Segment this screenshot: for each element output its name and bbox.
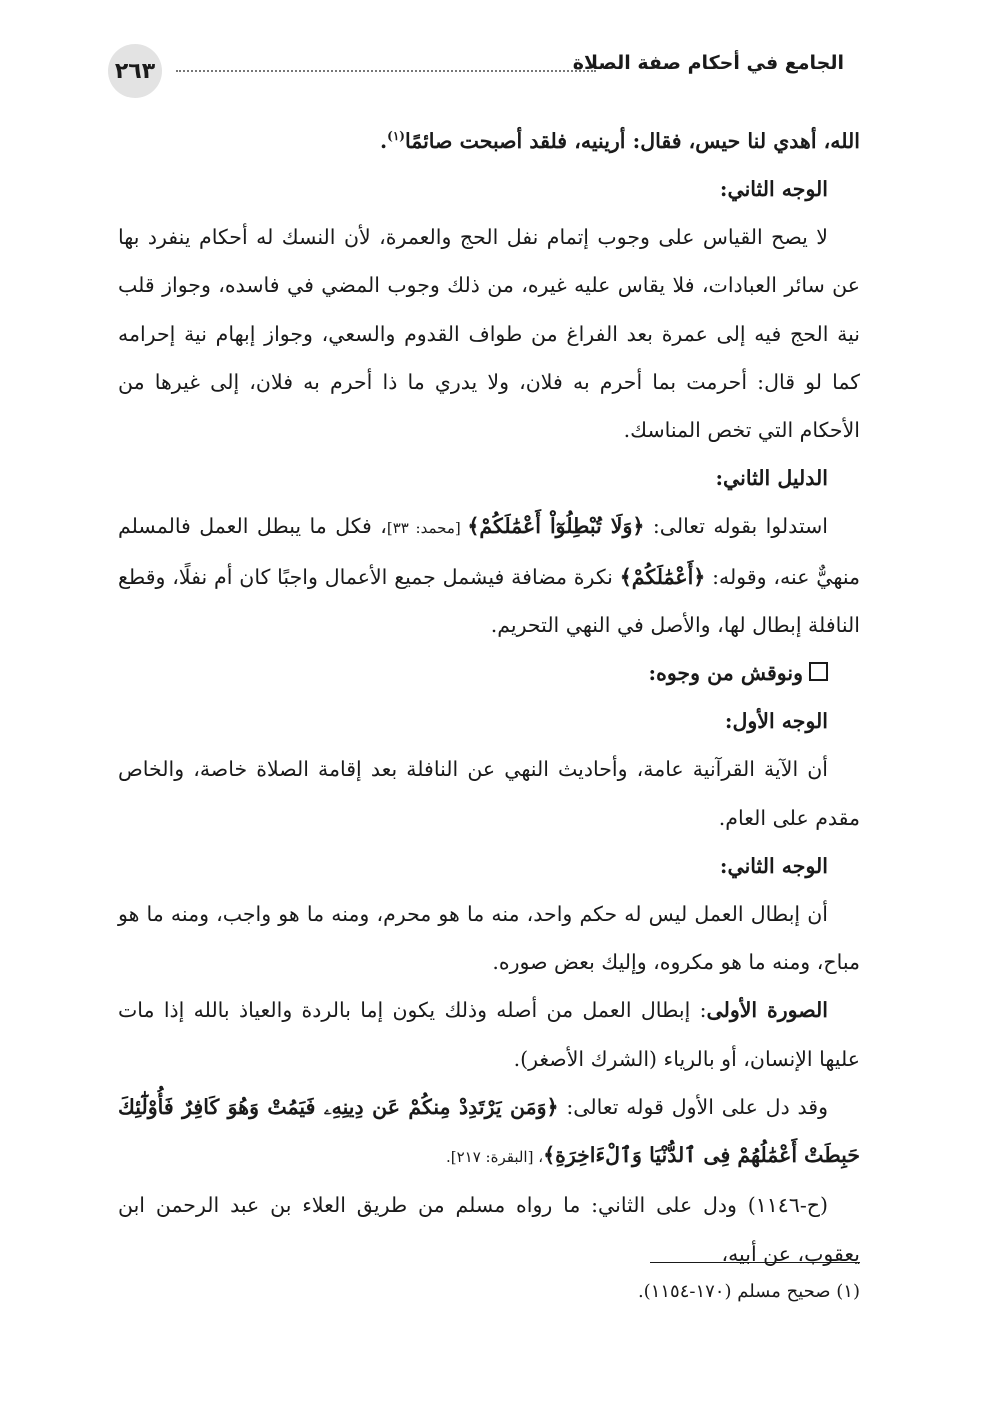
page-number-badge: ٢٦٣	[108, 44, 162, 98]
footnote-reference: (١)	[387, 129, 405, 143]
paragraph-text: استدلوا بقوله تعالى:	[644, 514, 828, 539]
paragraph: لا يصح القياس على وجوب إتمام نفل الحج والعمرة، لأن النسك له أحكام ينفرد بها عن سائر العبادات، فلا يقاس عليه غيره، من ذلك وجوب المضي في فاسده، وجواز قلب نية الحج فيه إلى عمرة بعد الفراغ من طواف القدوم والسعي، وجواز إبهام نية إحرامه كما لو قال: أحرمت بما أحرم به فلان، ولا يدري ما ذا أحرم به فلان، إلى غيرها من الأحكام التي تخص المناسك.	[118, 225, 860, 443]
opening-line-end: .	[380, 128, 388, 153]
paragraph: أن إبطال العمل ليس له حكم واحد، منه ما هو محرم، ومنه ما هو واجب، ومنه ما هو مباح، ومنه ما هو مكروه، وإليك بعض صوره.	[118, 902, 860, 975]
paragraph	[118, 986, 860, 1082]
section-heading: الوجه الثاني:	[719, 853, 828, 878]
paragraph-text: وقد دل على الأول قوله تعالى:	[558, 1094, 828, 1119]
verse-reference: [محمد: ٣٣]	[386, 519, 468, 538]
opening-line	[118, 112, 860, 165]
quran-verse: ﴿وَلَا تُبْطِلُوٓاْ أَعْمَٰلَكُمْ﴾	[467, 514, 645, 539]
verse-reference: ، [البقرة: ٢١٧].	[445, 1148, 544, 1167]
quran-verse: ﴿وَمَن يَرْتَدِدْ مِنكُمْ عَن دِينِهِۦ فَيَمُتْ وَهُوَ كَافِرٌ فَأُوْلَٰٓئِكَ حَبِطَتْ أَعْمَٰلُهُمْ فِى ٱلدُّنْيَا وَٱلْءَاخِرَةِ﴾	[118, 1094, 860, 1168]
section-heading: الوجه الأول:	[724, 709, 828, 734]
footnote-text: صحيح مسلم (١٧٠-١١٥٤).	[637, 1281, 831, 1302]
page-header	[108, 44, 844, 100]
checkbox-square-icon	[809, 662, 828, 681]
opening-line-text: الله، أهدي لنا حيس، فقال: أرينيه، فلقد أصبحت صائمًا	[404, 128, 860, 153]
footnote-mark: (١)	[836, 1281, 860, 1302]
paragraph-text: ، فكل ما يبطل العمل فالمسلم منهيٌّ عنه، وقوله:	[118, 514, 860, 589]
header-dotted-leader	[176, 70, 596, 72]
section-heading: الوجه الثاني:	[719, 177, 828, 202]
section-heading: الدليل الثاني:	[715, 466, 828, 491]
quran-verse: ﴿أَعْمَٰلَكُمْ﴾	[619, 564, 706, 589]
paragraph: أن الآية القرآنية عامة، وأحاديث النهي عن النافلة بعد إقامة الصلاة خاصة، والخاص مقدم على العام.	[118, 757, 860, 830]
paragraph-text: نكرة مضافة فيشمل جميع الأعمال واجبًا كان أم نفلًا، وقطع النافلة إبطال لها، والأصل في النهي التحريم.	[118, 564, 860, 637]
section-heading-boxed	[118, 649, 860, 697]
main-text	[118, 112, 860, 1278]
paragraph	[118, 1083, 860, 1181]
paragraph-label: الصورة الأولى	[706, 998, 828, 1023]
paragraph-text: : إبطال العمل من أصله وذلك يكون إما بالردة والعياذ بالله إذا مات عليها الإنسان، أو بالرياء (الشرك الأصغر).	[118, 998, 860, 1071]
footnote	[118, 1272, 860, 1312]
paragraph: (ح-١١٤٦) ودل على الثاني: ما رواه مسلم من طريق العلاء بن عبد الرحمن ابن يعقوب، عن أبيه،	[118, 1193, 860, 1266]
section-heading-text: ونوقش من وجوه:	[648, 661, 803, 686]
running-head-title: الجامع ﻓﻲ أحكام صفة الصلاة	[572, 52, 844, 74]
paragraph	[118, 502, 860, 649]
footnote-separator	[650, 1262, 860, 1263]
